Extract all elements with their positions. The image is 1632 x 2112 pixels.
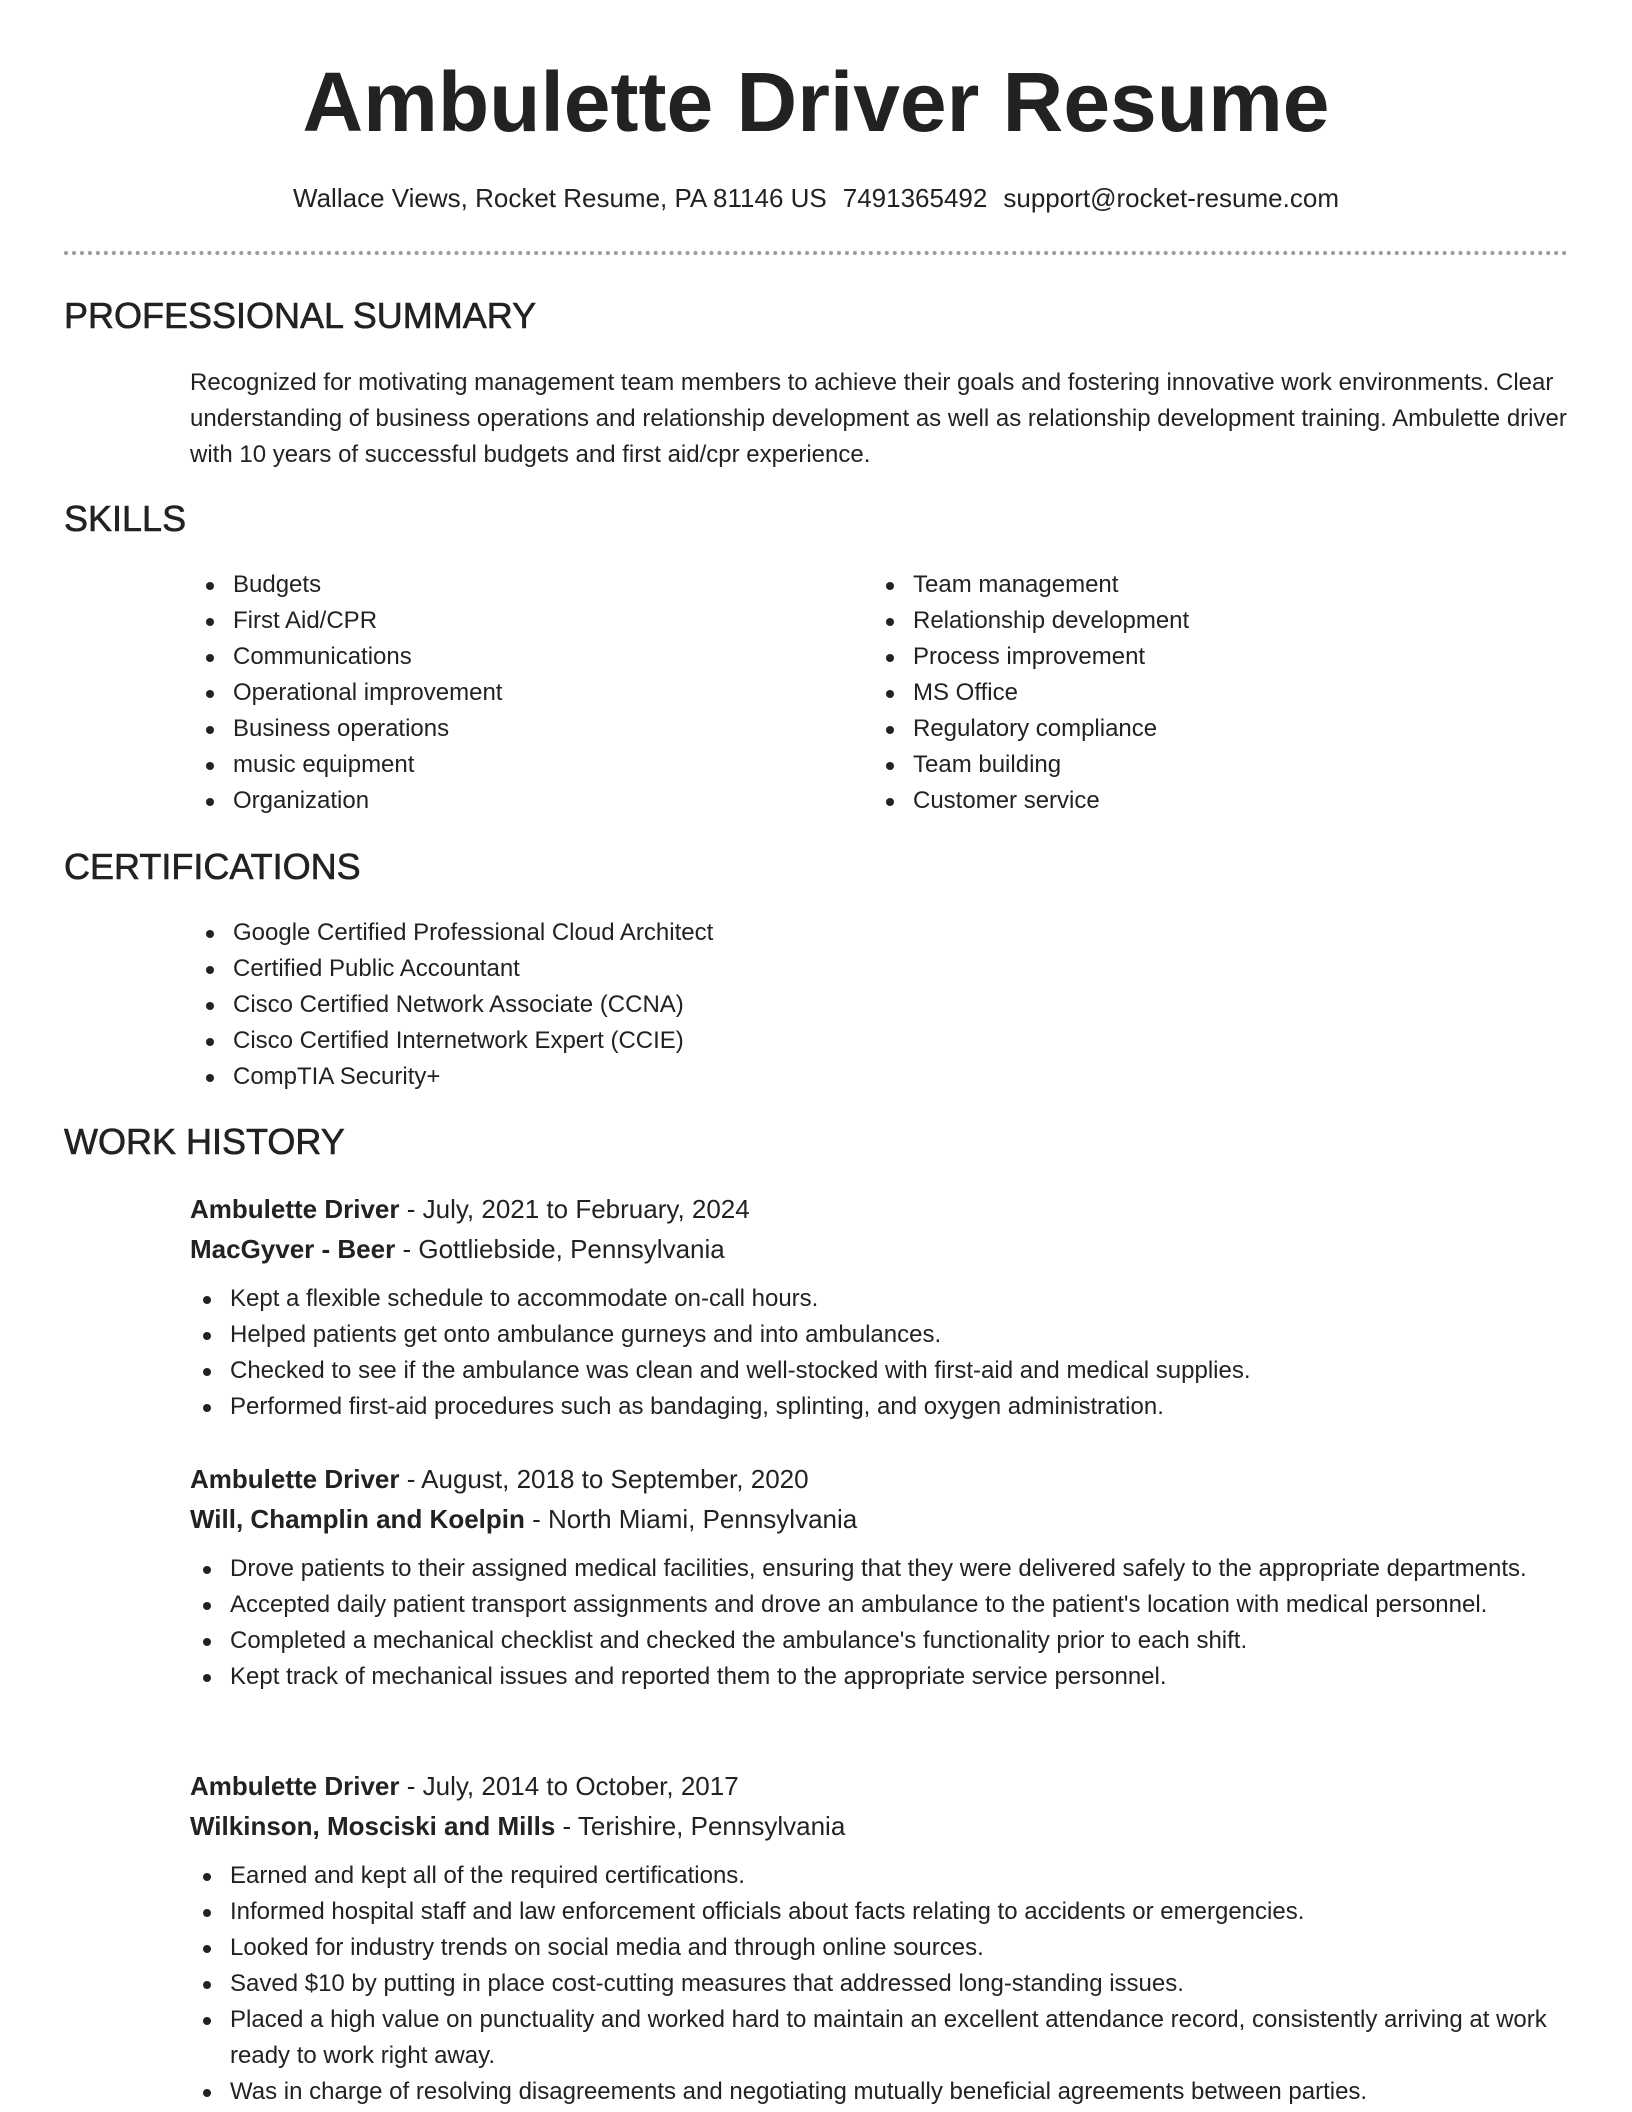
skill-item: Team building: [870, 747, 1510, 783]
skill-item: music equipment: [190, 747, 830, 783]
contact-address: Wallace Views, Rocket Resume, PA 81146 US: [293, 183, 827, 213]
contact-phone: 7491365492: [842, 183, 988, 213]
certifications-list: [190, 915, 1570, 1095]
job-duty: Performed first-aid procedures such as bandaging, splinting, and oxygen administration.: [187, 1389, 1570, 1425]
job-duty: Completed a mechanical checklist and checked the ambulance's functionality prior to each shift.: [187, 1623, 1570, 1659]
header-divider: [64, 251, 1568, 255]
job-title: Ambulette Driver: [190, 1194, 400, 1224]
skills-heading: SKILLS: [64, 498, 187, 539]
skill-item: Communications: [190, 639, 830, 675]
certification-item: Google Certified Professional Cloud Architect: [190, 915, 1570, 951]
contact-line: [0, 180, 1632, 216]
job-duties-list: [187, 1551, 1570, 1695]
summary-text: Recognized for motivating management team members to achieve their goals and fostering innovative work environments. Clear understanding of business operations and relationship development as well as relationship development training. Ambulette driver with 10 years of successful budgets and first aid/cpr experience.: [190, 369, 1567, 468]
skill-item: Relationship development: [870, 603, 1510, 639]
job-duty: Was in charge of resolving disagreements and negotiating mutually beneficial agreements between parties.: [187, 2074, 1570, 2110]
skill-item: Process improvement: [870, 639, 1510, 675]
skill-item: Operational improvement: [190, 675, 830, 711]
job-title-line: [190, 1459, 1570, 1499]
resume-title: Ambulette Driver Resume: [302, 55, 1330, 149]
skill-item: Regulatory compliance: [870, 711, 1510, 747]
certification-item: Certified Public Accountant: [190, 951, 1570, 987]
job-dates: - July, 2014 to October, 2017: [399, 1771, 739, 1801]
contact-email: support@rocket-resume.com: [1003, 183, 1339, 213]
job-duty: Kept a flexible schedule to accommodate on-call hours.: [187, 1281, 1570, 1317]
job-dates: - July, 2021 to February, 2024: [399, 1194, 750, 1224]
certification-item: Cisco Certified Internetwork Expert (CCIE): [190, 1023, 1570, 1059]
job-company: Will, Champlin and Koelpin: [190, 1504, 525, 1534]
job-entry: [190, 1766, 1570, 2110]
job-duty: Informed hospital staff and law enforcement officials about facts relating to accidents or emergencies.: [187, 1894, 1570, 1930]
job-duty: Kept track of mechanical issues and reported them to the appropriate service personnel.: [187, 1659, 1570, 1695]
skills-list-right: [870, 567, 1510, 819]
job-title-line: [190, 1766, 1570, 1806]
job-title-line: [190, 1189, 1570, 1229]
job-company: MacGyver - Beer: [190, 1234, 396, 1264]
work-history-heading: WORK HISTORY: [64, 1121, 345, 1162]
skill-item: Organization: [190, 783, 830, 819]
job-duty: Helped patients get onto ambulance gurneys and into ambulances.: [187, 1317, 1570, 1353]
skills-list-left: [190, 567, 830, 819]
job-duty: Looked for industry trends on social media and through online sources.: [187, 1930, 1570, 1966]
job-duty: Accepted daily patient transport assignments and drove an ambulance to the patient's location with medical personnel.: [187, 1587, 1570, 1623]
job-location: - Gottliebside, Pennsylvania: [395, 1234, 725, 1264]
skill-item: Team management: [870, 567, 1510, 603]
job-dates: - August, 2018 to September, 2020: [399, 1464, 809, 1494]
certification-item: Cisco Certified Network Associate (CCNA): [190, 987, 1570, 1023]
skill-item: Business operations: [190, 711, 830, 747]
job-duties-list: [187, 1281, 1570, 1425]
job-duty: Checked to see if the ambulance was clean and well-stocked with first-aid and medical supplies.: [187, 1353, 1570, 1389]
skill-item: First Aid/CPR: [190, 603, 830, 639]
job-title: Ambulette Driver: [190, 1464, 400, 1494]
job-entry: [190, 1459, 1570, 1695]
job-company-line: [190, 1499, 1570, 1539]
job-duty: Drove patients to their assigned medical facilities, ensuring that they were delivered safely to the appropriate departments.: [187, 1551, 1570, 1587]
job-duty: Saved $10 by putting in place cost-cutting measures that addressed long-standing issues.: [187, 1966, 1570, 2002]
skill-item: Customer service: [870, 783, 1510, 819]
job-title: Ambulette Driver: [190, 1771, 400, 1801]
job-duty: Earned and kept all of the required certifications.: [187, 1858, 1570, 1894]
job-duty: Placed a high value on punctuality and worked hard to maintain an excellent attendance record, consistently arriving at work ready to work right away.: [187, 2002, 1570, 2074]
skill-item: Budgets: [190, 567, 830, 603]
job-company-line: [190, 1806, 1570, 1846]
certification-item: CompTIA Security+: [190, 1059, 1570, 1095]
job-company: Wilkinson, Mosciski and Mills: [190, 1811, 556, 1841]
job-entry: [190, 1189, 1570, 1425]
skill-item: MS Office: [870, 675, 1510, 711]
job-duties-list: [187, 1858, 1570, 2110]
job-company-line: [190, 1229, 1570, 1269]
certifications-heading: CERTIFICATIONS: [64, 846, 361, 887]
job-location: - North Miami, Pennsylvania: [524, 1504, 858, 1534]
job-location: - Terishire, Pennsylvania: [555, 1811, 846, 1841]
summary-heading: PROFESSIONAL SUMMARY: [64, 295, 537, 336]
